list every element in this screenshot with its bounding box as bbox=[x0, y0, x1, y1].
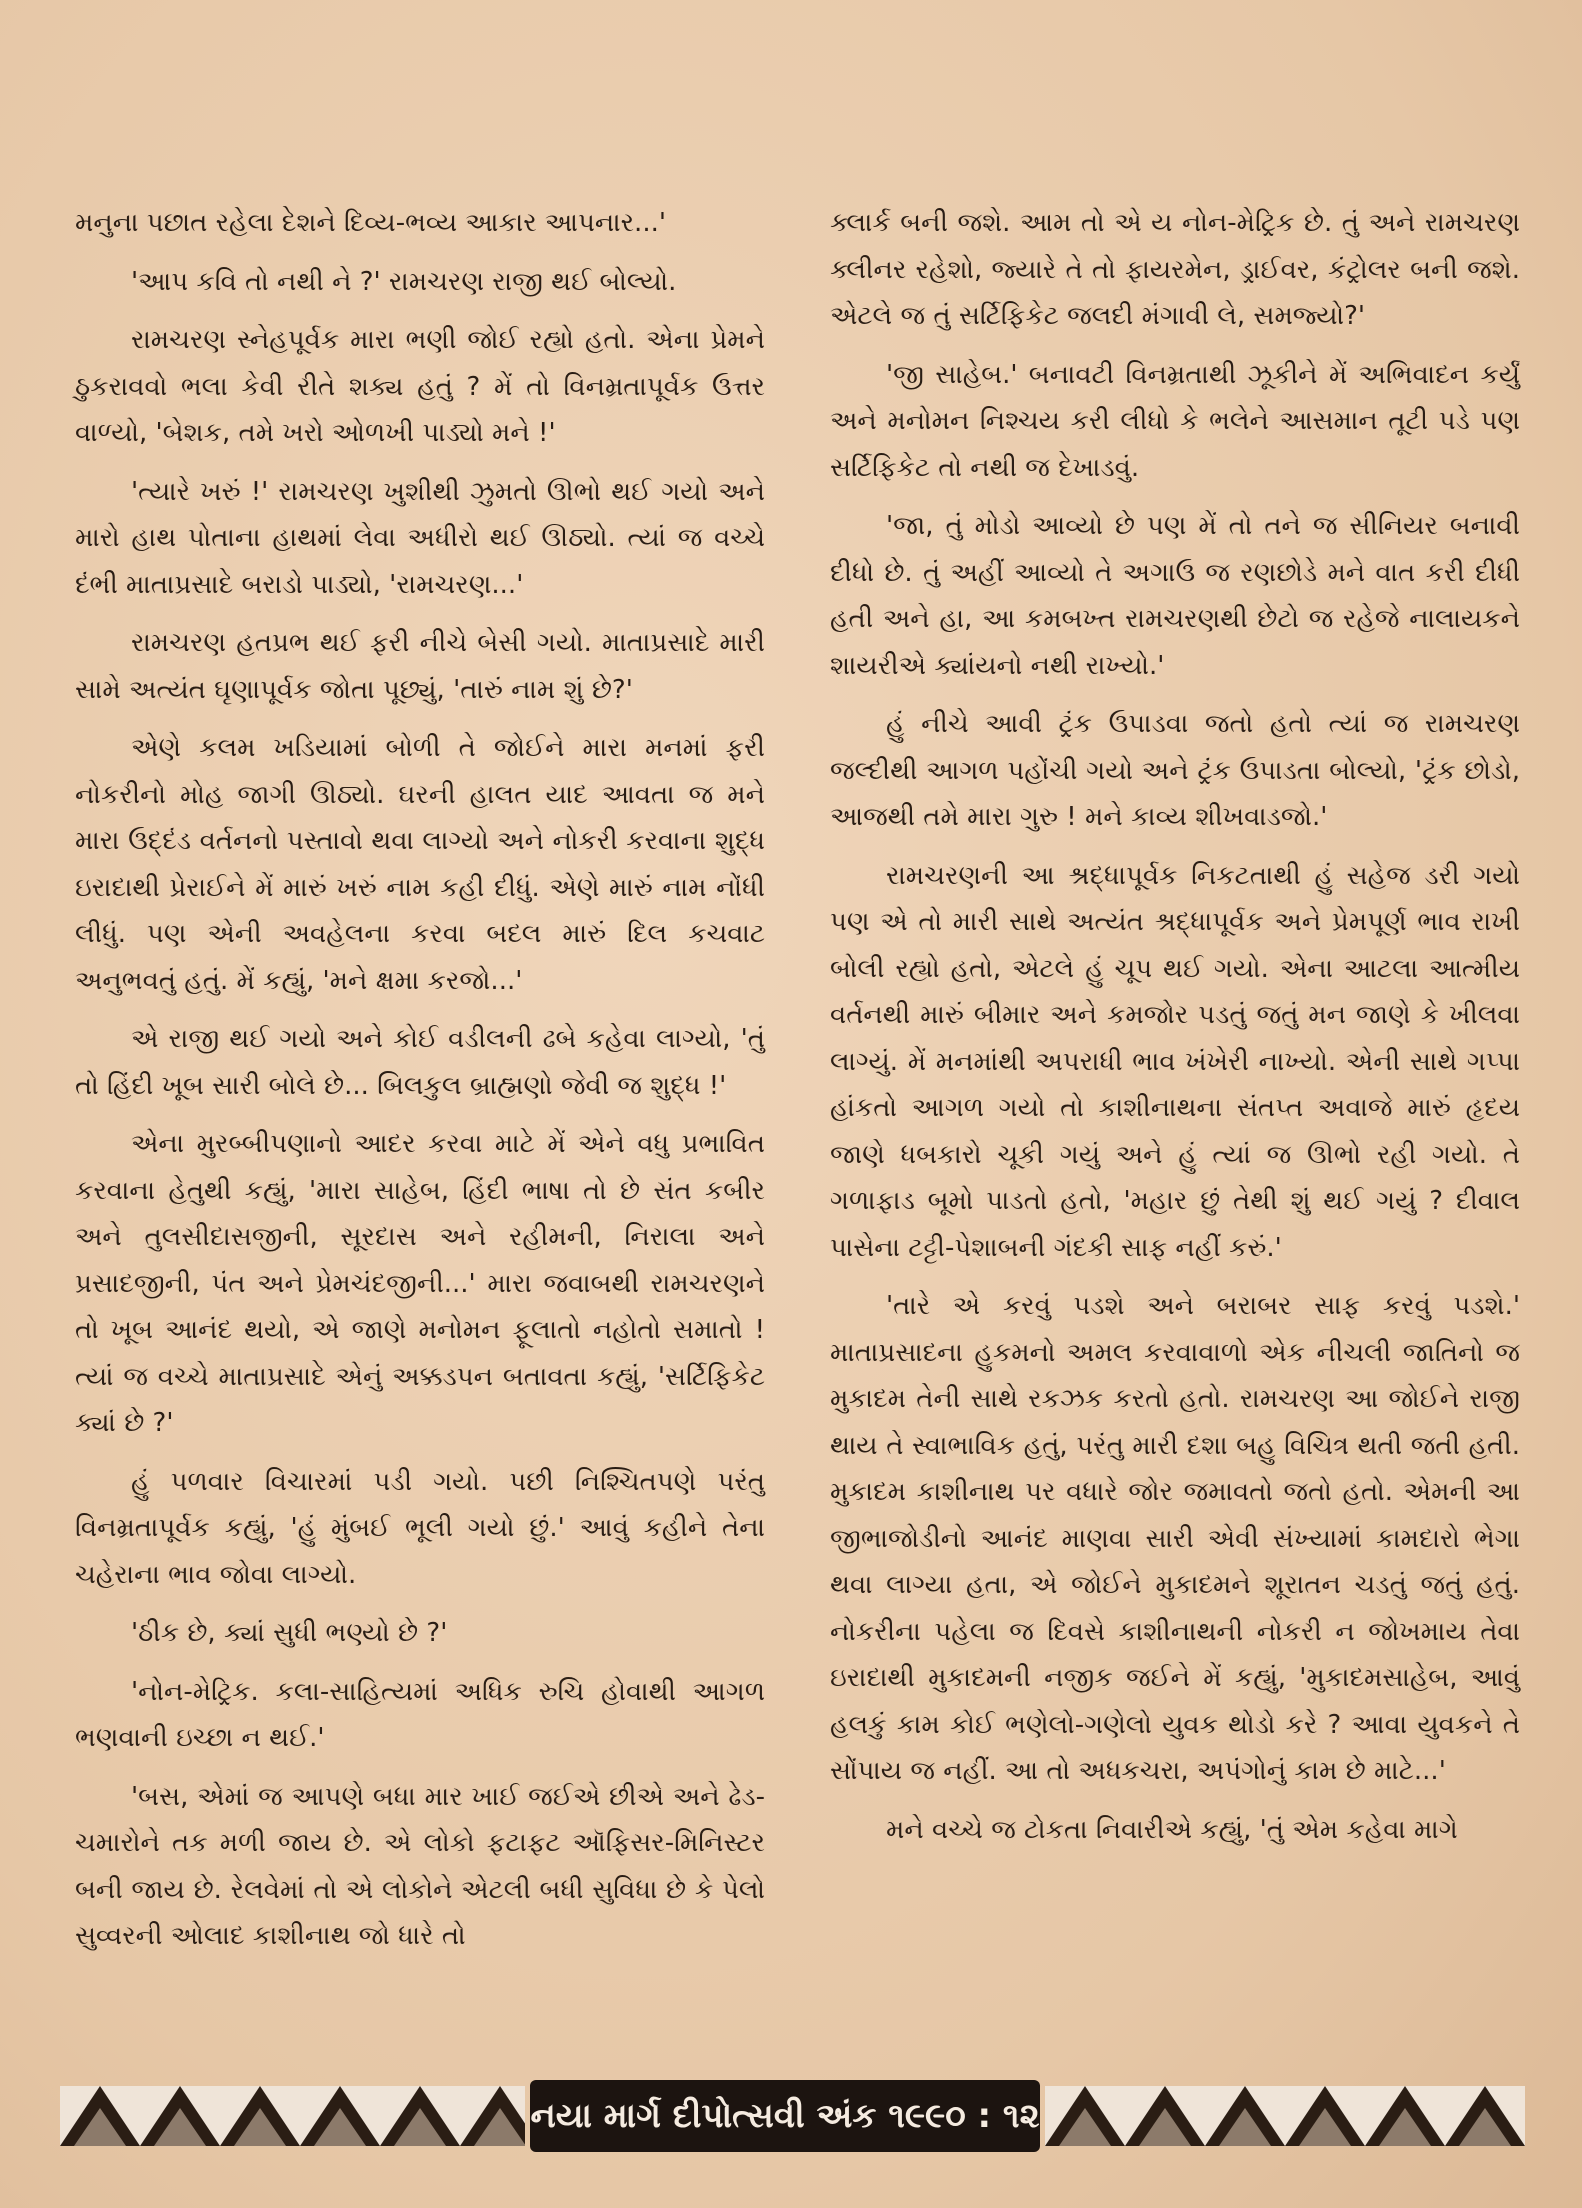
paragraph: એણે કલમ ખડિયામાં બોળી તે જોઈને મારા મનમાં ફરી નોકરીનો મોહ જાગી ઊઠ્યો. ઘરની હાલત યાદ આવતા જ મને મારા ઉદ્દંડ વર્તનનો પસ્તાવો થવા લાગ્યો અને નોકરી કરવાના શુદ્ધ ઇરાદાથી પ્રેરાઈને મેં મારું ખરું નામ કહી દીધું. એણે મારું નામ નોંધી લીધું. પણ એની અવહેલના કરવા બદલ મારું દિલ કચવાટ અનુભવતું હતું. મેં કહ્યું, 'મને ક્ષમા કરજો...' bbox=[75, 733, 765, 996]
paragraph: 'ત્યારે ખરું !' રામચરણ ખુશીથી ઝુમતો ઊભો થઈ ગયો અને મારો હાથ પોતાના હાથમાં લેવા અધીરો થઈ ઊઠ્યો. ત્યાં જ વચ્ચે દંભી માતાપ્રસાદે બરાડો પાડ્યો, 'રામચરણ...' bbox=[75, 476, 765, 600]
footer-page-label: નયા માર્ગ દીપોત્સવી અંક ૧૯૯૦ : ૧૨ bbox=[530, 2080, 1040, 2152]
paragraph: 'ઠીક છે, ક્યાં સુધી ભણ્યો છે ?' bbox=[131, 1618, 448, 1648]
paragraph: 'આપ કવિ તો નથી ને ?' રામચરણ રાજી થઈ બોલ્યો. bbox=[131, 266, 677, 297]
paragraph: 'તારે એ કરવું પડશે અને બરાબર સાફ કરવું પડશે.' માતાપ્રસાદના હુકમનો અમલ કરવાવાળો એક નીચલી જાતિનો જ મુકાદમ તેની સાથે રકઝક કરતો હતો. રામચરણ આ જોઈને રાજી થાય તે સ્વાભાવિક હતું, પરંતુ મારી દશા બહુ વિચિત્ર થતી જતી હતી. મુકાદમ કાશીનાથ પર વધારે જોર જમાવતો જતો હતો. એમની આ જીભાજોડીનો આનંદ માણવા સારી એવી સંખ્યામાં કામદારો ભેગા થવા લાગ્યા હતા, એ જોઈને મુકાદમને શૂરાતન ચડતું જતું હતું. નોકરીના પહેલા જ દિવસે કાશીનાથની નોકરી ન જોખમાય તેવા ઇરાદાથી મુકાદમની નજીક જઈને મેં કહ્યું, 'મુકાદમસાહેબ, આવું હલકું કામ કોઈ ભણેલો-ગણેલો યુવક થોડો કરે ? આવા યુવકને તે સોંપાય જ નહીં. આ તો અધકચરા, અપંગોનું કામ છે માટે...' bbox=[830, 1291, 1520, 1786]
right-column bbox=[830, 200, 1520, 1865]
paragraph: એ રાજી થઈ ગયો અને કોઈ વડીલની ઢબે કહેવા લાગ્યો, 'તું તો હિંદી ખૂબ સારી બોલે છે... બિલકુલ બ્રાહ્મણો જેવી જ શુદ્ધ !' bbox=[75, 1024, 765, 1101]
page-footer bbox=[60, 2080, 1525, 2152]
paragraph: એના મુરબ્બીપણાનો આદર કરવા માટે મેં એને વધુ પ્રભાવિત કરવાના હેતુથી કહ્યું, 'મારા સાહેબ, હિંદી ભાષા તો છે સંત કબીર અને તુલસીદાસજીની, સૂરદાસ અને રહીમની, નિરાલા અને પ્રસાદજીની, પંત અને પ્રેમચંદજીની...' મારા જવાબથી રામચરણને તો ખૂબ આનંદ થયો, એ જાણે મનોમન ફૂલાતો નહોતો સમાતો ! ત્યાં જ વચ્ચે માતાપ્રસાદે એનું અક્કડપન બતાવતા કહ્યું, 'સર્ટિફિકેટ ક્યાં છે ?' bbox=[75, 1129, 765, 1438]
paragraph: રામચરણ સ્નેહપૂર્વક મારા ભણી જોઈ રહ્યો હતો. એના પ્રેમને ઠુકરાવવો ભલા કેવી રીતે શક્ય હતું ? મેં તો વિનમ્રતાપૂર્વક ઉત્તર વાળ્યો, 'બેશક, તમે ખરો ઓળખી પાડ્યો મને !' bbox=[75, 325, 765, 448]
paragraph: ક્લાર્ક બની જશે. આમ તો એ ય નોન-મેટ્રિક છે. તું અને રામચરણ ક્લીનર રહેશો, જ્યારે તે તો ફાયરમેન, ડ્રાઈવર, કંટ્રોલર બની જશે. એટલે જ તું સર્ટિફિકેટ જલદી મંગાવી લે, સમજ્યો?' bbox=[830, 208, 1520, 331]
paragraph: રામચરણ હતપ્રભ થઈ ફરી નીચે બેસી ગયો. માતાપ્રસાદે મારી સામે અત્યંત ઘૃણાપૂર્વક જોતા પૂછ્યું, 'તારું નામ શું છે?' bbox=[75, 628, 765, 705]
paragraph: રામચરણની આ શ્રદ્ધાપૂર્વક નિકટતાથી હું સહેજ ડરી ગયો પણ એ તો મારી સાથે અત્યંત શ્રદ્ધાપૂર્વક અને પ્રેમપૂર્ણ ભાવ રાખી બોલી રહ્યો હતો, એટલે હું ચૂપ થઈ ગયો. એના આટલા આત્મીય વર્તનથી મારું બીમાર અને કમજોર પડતું જતું મન જાણે કે ખીલવા લાગ્યું. મેં મનમાંથી અપરાધી ભાવ ખંખેરી નાખ્યો. એની સાથે ગપ્પા હાંકતો આગળ ગયો તો કાશીનાથના સંતપ્ત અવાજે મારું હૃદય જાણે ધબકારો ચૂકી ગયું અને હું ત્યાં જ ઊભો રહી ગયો. તે ગળાફાડ બૂમો પાડતો હતો, 'મહાર છું તેથી શું થઈ ગયું ? દીવાલ પાસેના ટટ્ટી-પેશાબની ગંદકી સાફ નહીં કરું.' bbox=[830, 860, 1520, 1263]
footer-pattern-left bbox=[60, 2086, 525, 2146]
paragraph: મને વચ્ચે જ ટોકતા નિવારીએ કહ્યું, 'તું એમ કહેવા માગે bbox=[886, 1814, 1458, 1845]
paragraph: હું નીચે આવી ટ્રંક ઉપાડવા જતો હતો ત્યાં જ રામચરણ જલ્દીથી આગળ પહોંચી ગયો અને ટ્રંક ઉપાડતા બોલ્યો, 'ટ્રંક છોડો, આજથી તમે મારા ગુરુ ! મને કાવ્ય શીખવાડજો.' bbox=[830, 709, 1520, 832]
paragraph: મનુના પછાત રહેલા દેશને દિવ્ય-ભવ્ય આકાર આપનાર...' bbox=[75, 208, 666, 238]
paragraph: 'જી સાહેબ.' બનાવટી વિનમ્રતાથી ઝૂકીને મેં અભિવાદન કર્યું અને મનોમન નિશ્ચય કરી લીધો કે ભલેને આસમાન તૂટી પડે પણ સર્ટિફિકેટ તો નથી જ દેખાડવું. bbox=[830, 359, 1520, 483]
paragraph: 'જા, તું મોડો આવ્યો છે પણ મેં તો તને જ સીનિયર બનાવી દીધો છે. તું અહીં આવ્યો તે અગાઉ જ રણછોડે મને વાત કરી દીધી હતી અને હા, આ કમબખ્ત રામચરણથી છેટો જ રહેજે નાલાયકને શાયરીએ ક્યાંયનો નથી રાખ્યો.' bbox=[830, 511, 1520, 681]
paragraph: 'નોન-મેટ્રિક. કલા-સાહિત્યમાં અધિક રુચિ હોવાથી આગળ ભણવાની ઇચ્છા ન થઈ.' bbox=[75, 1676, 765, 1753]
paragraph: હું પળવાર વિચારમાં પડી ગયો. પછી નિશ્ચિતપણે પરંતુ વિનમ્રતાપૂર્વક કહ્યું, 'હું મુંબઈ ભૂલી ગયો છું.' આવું કહીને તેના ચહેરાના ભાવ જોવા લાગ્યો. bbox=[75, 1466, 765, 1590]
left-column bbox=[75, 200, 765, 1972]
paragraph: 'બસ, એમાં જ આપણે બધા માર ખાઈ જઈએ છીએ અને ઢેડ-ચમારોને તક મળી જાય છે. એ લોકો ફટાફટ ઑફિસર-મિનિસ્ટર બની જાય છે. રેલવેમાં તો એ લોકોને એટલી બધી સુવિધા છે કે પેલો સુવ્વરની ઓલાદ કાશીનાથ જો ધારે તો bbox=[75, 1781, 765, 1951]
footer-pattern-right bbox=[1045, 2086, 1525, 2146]
